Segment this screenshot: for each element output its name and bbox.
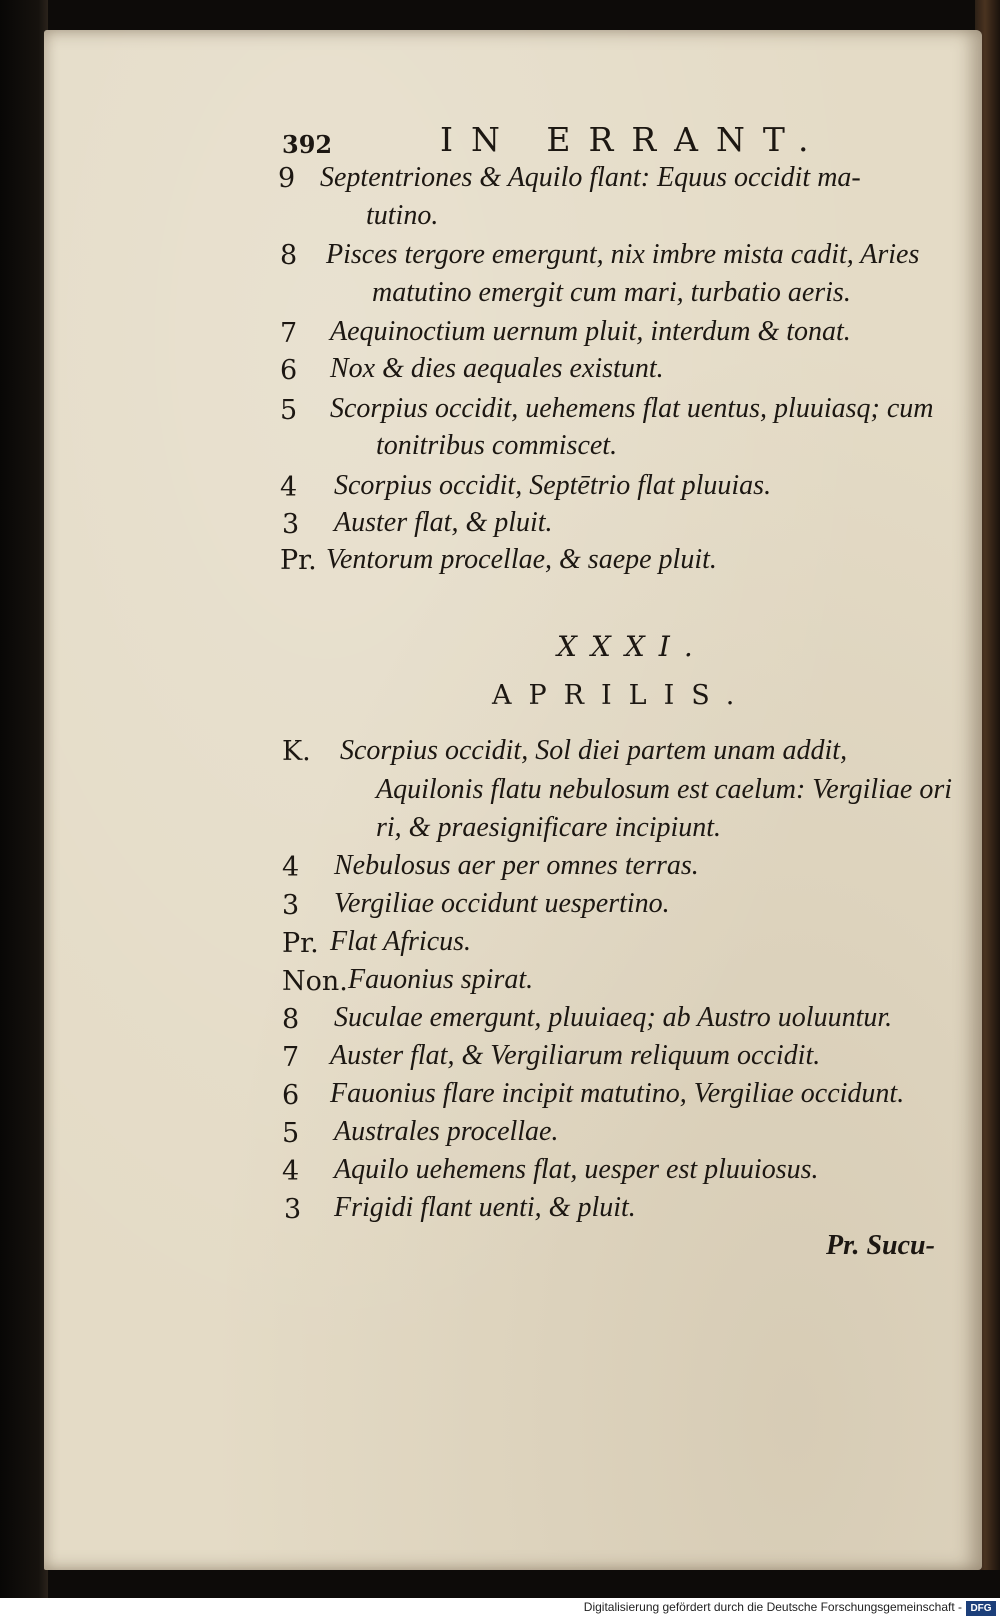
book-left-edge (0, 0, 48, 1620)
entry-number: 4 (282, 852, 300, 883)
entry-number: 4 (280, 472, 298, 503)
entry-number: 5 (282, 1118, 300, 1149)
entry-text: Frigidi flant uenti, & pluit. (334, 1192, 636, 1223)
entry-number: Pr. (282, 928, 319, 959)
entry-continuation: ri, & praesignificare incipiunt. (376, 812, 722, 843)
entry-text: Ventorum procellae, & saepe pluit. (326, 544, 717, 575)
dfg-logo: DFG (966, 1601, 996, 1616)
entry-number: 8 (282, 1004, 300, 1035)
catchword: Pr. Sucu- (826, 1230, 935, 1261)
entry-text: Aquilo uehemens flat, uesper est pluuiosus. (334, 1154, 819, 1185)
entry-number: 3 (284, 1194, 302, 1225)
entry-text: Nox & dies aequales existunt. (330, 353, 664, 384)
entry-number: 7 (280, 318, 298, 349)
entry-text: Scorpius occidit, uehemens flat uentus, pluuiasq; cum (330, 393, 934, 424)
entry-continuation: Aquilonis flatu nebulosum est caelum: Vergiliae ori (376, 774, 953, 805)
entry-text: Scorpius occidit, Septētrio flat pluuias. (334, 470, 772, 501)
entry-number: 6 (282, 1080, 300, 1111)
entry-text: Fauonius flare incipit matutino, Vergiliae occidunt. (330, 1078, 905, 1109)
entry-number: 7 (282, 1042, 300, 1073)
entry-number: 5 (280, 395, 298, 426)
entry-text: Flat Africus. (330, 926, 472, 957)
entry-text: Septentriones & Aquilo flant: Equus occidit ma- (320, 162, 861, 193)
entry-text: Scorpius occidit, Sol diei partem unam addit, (340, 735, 848, 766)
entry-number: Non. (282, 966, 348, 997)
running-title: IN ERRANT. (440, 120, 827, 159)
digitization-credit: Digitalisierung gefördert durch die Deutsche Forschungsgemeinschaft - (583, 1600, 962, 1614)
page-number: 392 (282, 130, 333, 159)
entry-continuation: tonitribus commiscet. (376, 430, 618, 461)
entry-number: Pr. (280, 545, 317, 576)
entry-number: 6 (280, 355, 298, 386)
entry-text: Nebulosus aer per omnes terras. (334, 850, 699, 881)
section-number: XXXI. (557, 630, 707, 663)
entry-number: 9 (278, 163, 296, 194)
entry-text: Australes procellae. (334, 1116, 559, 1147)
entry-number: 8 (280, 240, 298, 271)
entry-continuation: matutino emergit cum mari, turbatio aeris. (372, 277, 851, 308)
entry-number: 3 (282, 509, 300, 540)
entry-text: Aequinoctium uernum pluit, interdum & tonat. (330, 316, 851, 347)
entry-continuation: tutino. (366, 200, 439, 231)
entry-text: Suculae emergunt, pluuiaeq; ab Austro uoluuntur. (334, 1002, 893, 1033)
entry-text: Auster flat, & pluit. (334, 507, 553, 538)
entry-text: Vergiliae occidunt uespertino. (334, 888, 670, 919)
entry-text: Fauonius spirat. (348, 964, 534, 995)
entry-text: Auster flat, & Vergiliarum reliquum occidit. (330, 1040, 821, 1071)
entry-number: 4 (282, 1156, 300, 1187)
digitization-footer (0, 1598, 1000, 1620)
entry-text: Pisces tergore emergunt, nix imbre mista cadit, Aries (326, 239, 920, 270)
entry-number: 3 (282, 890, 300, 921)
entry-number: K. (282, 736, 311, 767)
section-month-title: APRILIS. (492, 680, 752, 711)
